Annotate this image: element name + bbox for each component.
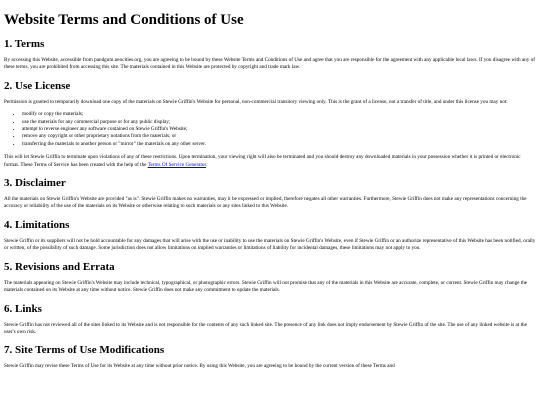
list-item: • use the materials for any commercial purpose or for any public display; [22,119,536,126]
section-heading: 1. Terms [4,38,45,50]
list-item: • modify or copy the materials; [22,111,536,118]
restrictions-list [4,111,536,148]
section-paragraph: Stewie Griffin may revise these Terms of Use for its Website at any time without prior notice. By using this Website, you are agreeing to be bound by the current version of these Terms and [4,363,395,370]
section-links [4,303,536,337]
paragraph-text: . [205,161,208,168]
page-title: Website Terms and Conditions of Use [4,12,244,28]
section-disclaimer [4,177,536,211]
section-heading: 3. Disclaimer [4,177,66,190]
section-heading: 4. Limitations [4,218,70,231]
section-use-license [4,80,536,169]
section-revisions [4,261,536,295]
section-paragraph: All the materials on Stewie Griffin's Website are provided "as is". Stewie Griffin makes no warranties, may it be expressed or implied, therefore negates all other warranties. Furthermore, Stewie Griffin does not make any representations concerning the accuracy or reliability of the use of the materials on its Website or otherwise relating to such materials or any sites linked to this Website. [4,196,527,210]
section-heading: 6. Links [4,302,42,315]
section-limitations [4,219,536,253]
terms-generator-link[interactable]: Terms Of Service Generator [147,161,206,168]
section-paragraph: Permission is granted to temporarily download one copy of the materials on Stewie Griffin's Website for personal, non-commercial transitory viewing only. This is the grant of a license, not a transfer of title, and under this license you may not: [4,98,508,105]
section-paragraph: The materials appearing on Stewie Griffin's Website may include technical, typographical, or photographic errors. Stewie Griffin will not promise that any of the materials in this Website are accurate, complete, or current. Stewie Griffin may change the materials contained on its Website at any time without notice. Stewie Griffin does not make any commitment to update the materials. [4,279,528,294]
section-modifications [4,344,536,370]
section-heading: 5. Revisions and Errata [4,260,115,273]
section-paragraph: Stewie Griffin has not reviewed all of the sites linked to its Website and is not responsible for the contents of any such linked site. The presence of any link does not imply endorsement by Stewie Griffin of the site. The use of any linked website is at the user's own risk. [4,321,527,335]
section-heading: 7. Site Terms of Use Modifications [4,344,165,357]
paragraph-text: This will let Stewie Griffin to terminate upon violations of any of these restrictions. Upon termination, your viewing right will also be terminated and you should destroy any downloaded materials in your possession whether it is printed or electronic format. These Terms of Service has been created with the help of the [4,154,521,168]
section-paragraph [4,154,536,169]
section-paragraph: By accessing this Website, accessible from pandgum.neocities.org, you are agreeing to be bound by these Website Terms and Conditions of Use and agree that you are responsible for the agreement with any applicable local laws. If you disagree with any of these terms, you are prohibited from accessing this site. The materials contained in this Website are protected by copyright and trade mark law. [4,57,535,71]
list-item: • attempt to reverse engineer any software contained on Stewie Griffin's Website; [22,126,536,133]
list-item: • remove any copyright or other proprietary notations from the materials; or [22,133,536,140]
list-item: • transferring the materials to another person or "mirror" the materials on any other server. [22,141,536,148]
section-paragraph: Stewie Griffin or its suppliers will not be hold accountable for any damages that will arise with the use or inability to use the materials on Stewie Griffin's Website, even if Stewie Griffin or an authorize representative of this Website has been notified, orally or written, of the possibility of such damage. Some jurisdiction does not allow limitations on implied warranties or limitations of liability for incidental damages, these limitations may not apply to you. [4,237,536,252]
section-heading: 2. Use License [4,79,71,92]
section-terms [4,38,536,72]
